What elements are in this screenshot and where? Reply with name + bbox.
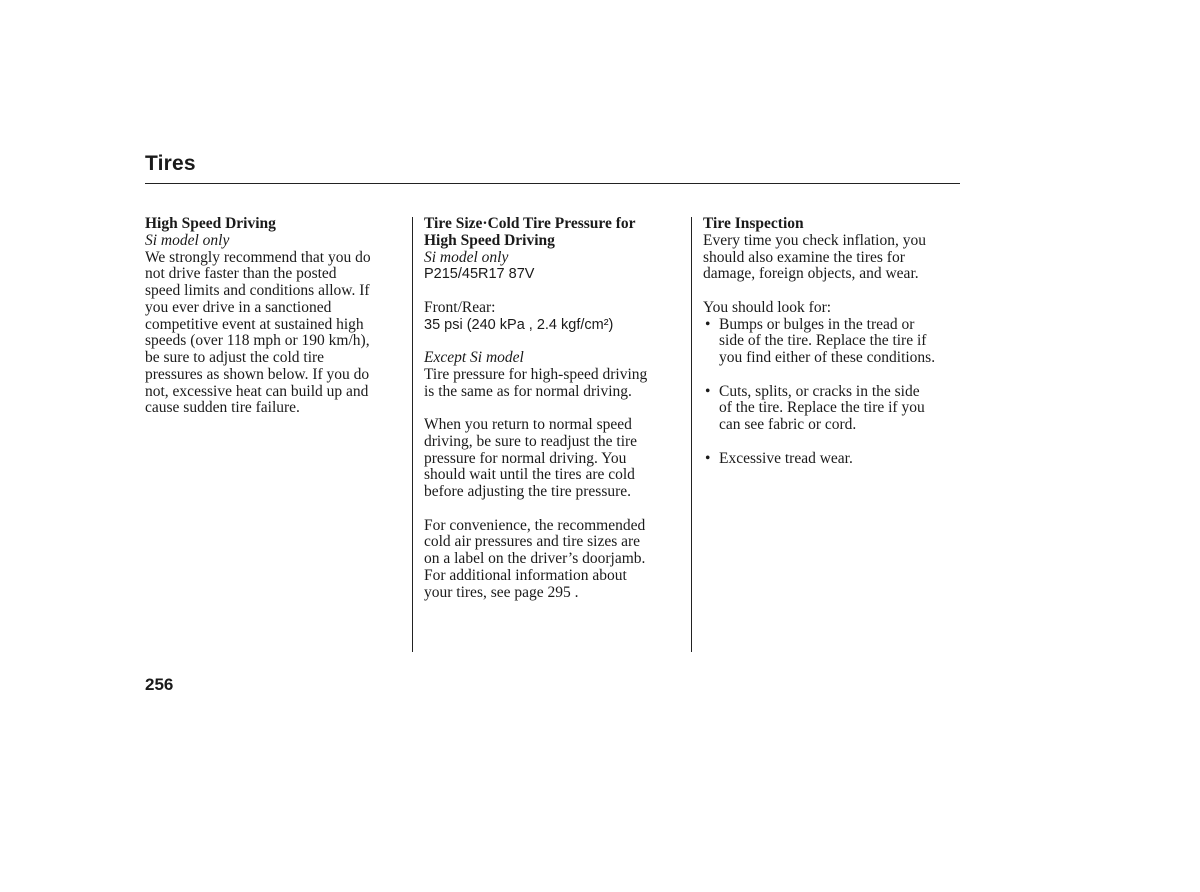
body-line: cold air pressures and tire sizes are (424, 533, 641, 551)
bullet-icon: • (705, 382, 711, 400)
spacer (703, 367, 965, 384)
spacer (424, 333, 686, 350)
bullet-line: you find either of these conditions. (719, 349, 936, 366)
spacer (424, 501, 686, 518)
look-for-line: You should look for: (703, 298, 832, 316)
body-line: pressure for normal driving. You (424, 449, 627, 467)
body-line: not drive faster than the posted (145, 265, 337, 283)
bullet-line: of the tire. Replace the tire if you (719, 399, 925, 417)
column-tire-size-pressure (424, 216, 686, 601)
body-line: We strongly recommend that you do (145, 248, 371, 266)
spacer (424, 283, 686, 300)
page-reference-line: your tires, see page 295 . (424, 583, 579, 601)
page-number: 256 (145, 675, 174, 694)
bullet-line: can see fabric or cord. (719, 416, 857, 433)
body-line: Tire pressure for high-speed driving (424, 365, 648, 383)
bullet-line: Cuts, splits, or cracks in the side (719, 382, 920, 400)
spacer (703, 283, 965, 300)
column-high-speed-driving (145, 216, 407, 417)
body-line: For additional information about (424, 566, 627, 584)
bullet-icon: • (705, 315, 711, 333)
body-line: before adjusting the tire pressure. (424, 483, 632, 500)
bullet-item (703, 317, 965, 367)
body-line: you ever drive in a sanctioned (145, 298, 332, 316)
body-line: pressures as shown below. If you do (145, 365, 370, 383)
bullet-line: side of the tire. Replace the tire if (719, 332, 927, 350)
title-rule (145, 183, 960, 184)
body-line: driving, be sure to readjust the tire (424, 432, 638, 450)
body-line: When you return to normal speed (424, 416, 632, 433)
body-line: speeds (over 118 mph or 190 km/h), (145, 332, 370, 350)
spacer (703, 434, 965, 451)
body-line: not, excessive heat can build up and (145, 382, 369, 400)
spacer (424, 400, 686, 417)
column-divider-1 (412, 217, 413, 652)
except-note: Except Si model (424, 349, 524, 366)
bullet-line: Bumps or bulges in the tread or (719, 315, 915, 333)
front-rear-label: Front/Rear: (424, 298, 496, 316)
bullet-line: Excessive tread wear. (719, 449, 853, 467)
body-line: Every time you check inflation, you (703, 231, 926, 249)
column-tire-inspection (703, 216, 965, 467)
body-line: is the same as for normal driving. (424, 382, 632, 400)
body-line: should wait until the tires are cold (424, 466, 635, 484)
body-line: cause sudden tire failure. (145, 399, 300, 417)
page-title: Tires (145, 152, 196, 175)
pressure-value: 35 psi (240 kPa , 2.4 kgf/cm²) (424, 316, 614, 333)
body-line: speed limits and conditions allow. If (145, 282, 370, 299)
body-line: For convenience, the recommended (424, 516, 646, 534)
column-divider-2 (691, 217, 692, 652)
section-heading-line: High Speed Driving (424, 231, 555, 249)
model-note: Si model only (424, 248, 509, 266)
section-heading-line: Tire Size·Cold Tire Pressure for (424, 215, 636, 232)
section-heading: Tire Inspection (703, 215, 804, 232)
bullet-icon: • (705, 449, 711, 467)
body-line: competitive event at sustained high (145, 315, 364, 333)
tire-size: P215/45R17 87V (424, 266, 535, 283)
model-note: Si model only (145, 231, 230, 249)
bullet-item (703, 384, 965, 434)
body-line: on a label on the driver’s doorjamb. (424, 550, 646, 567)
body-line: damage, foreign objects, and wear. (703, 265, 919, 283)
bullet-item (703, 451, 965, 468)
section-heading: High Speed Driving (145, 215, 276, 232)
body-line: should also examine the tires for (703, 248, 905, 266)
body-line: be sure to adjust the cold tire (145, 349, 325, 366)
